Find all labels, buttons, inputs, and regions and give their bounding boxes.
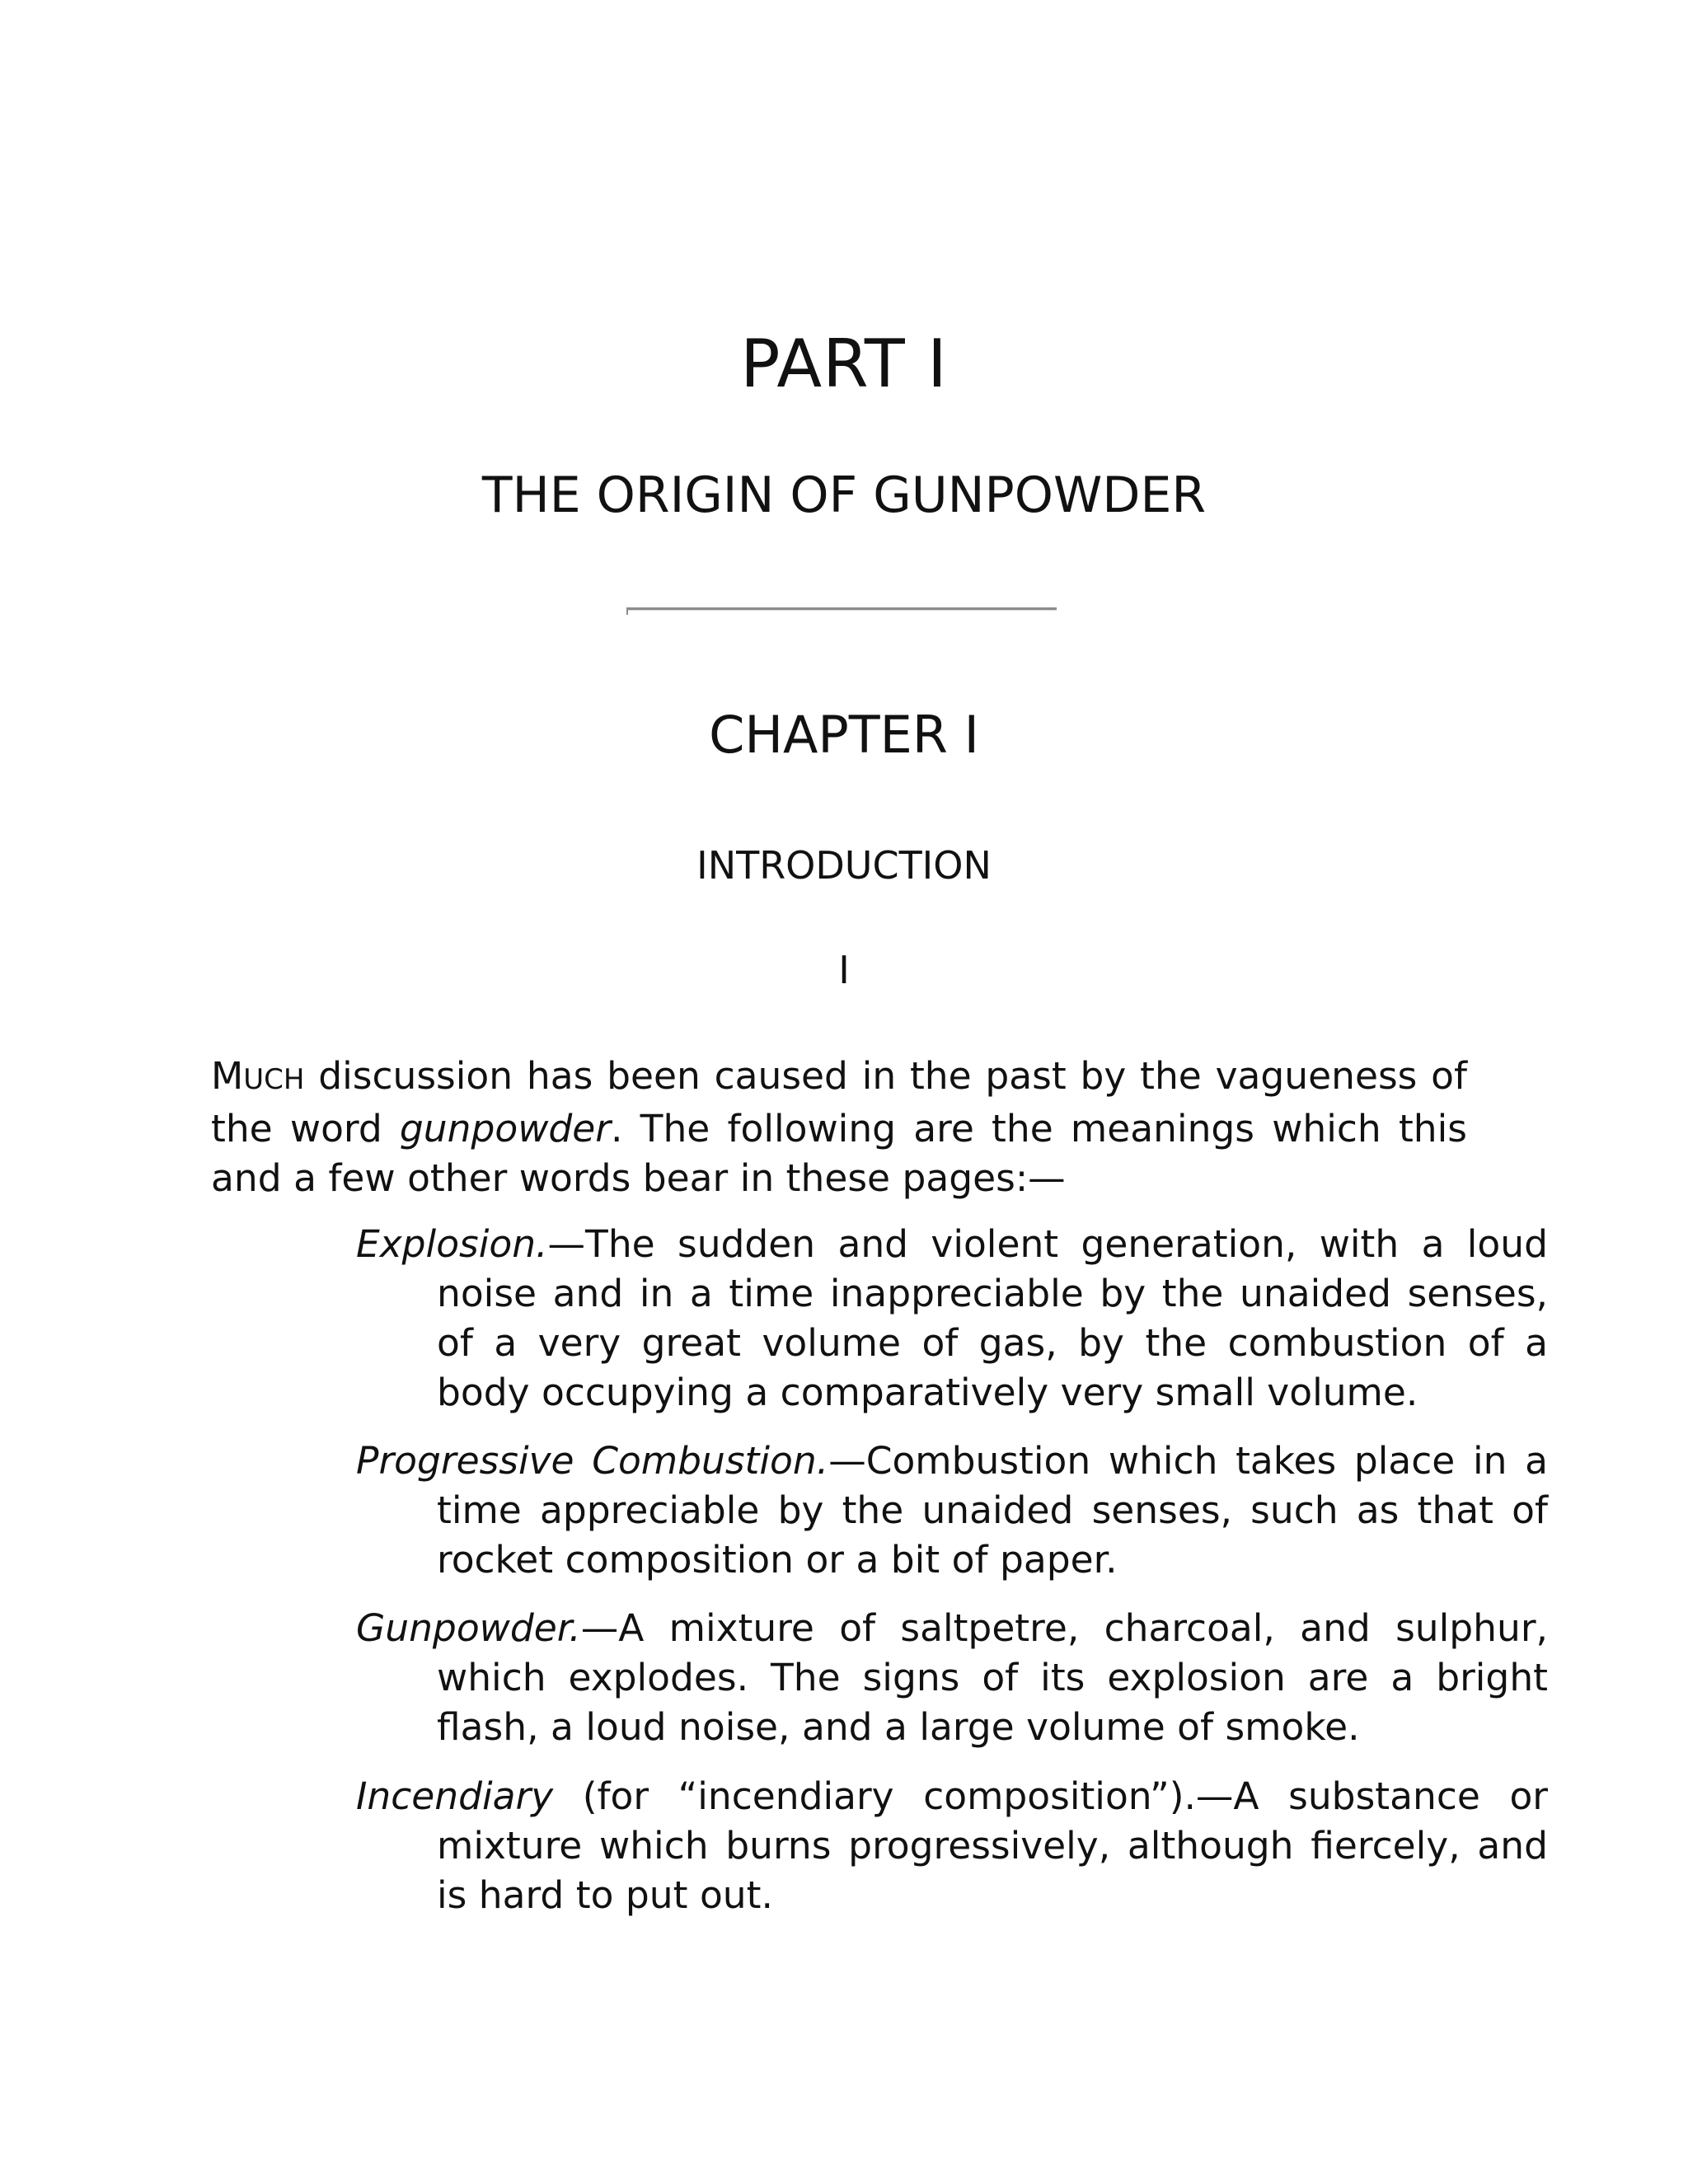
definition-text: —The sudden and violent generation, with a loud noise and in a time inappreciable by the unaided senses, of a very great volume of gas, by the combustion of a body occupying a comparatively very small volume. — [437, 1222, 1548, 1414]
chapter-subtitle: INTRODUCTION — [696, 843, 992, 888]
section-number: I — [838, 948, 850, 992]
intro-text-after-italic: . The following are the meanings which this and a few other words bear in these pages:— — [211, 1107, 1467, 1200]
section-divider — [626, 607, 1057, 611]
definition-text: (for “incendiary composition”).—A substance or mixture which burns progressively, although fiercely, and is hard to put out. — [437, 1774, 1548, 1917]
intro-italic-word: gunpowder — [399, 1107, 611, 1151]
definition-item-incendiary — [356, 1772, 1548, 1920]
intro-text-before-italic: discussion has been caused in the past by the vagueness of the word — [211, 1054, 1467, 1151]
divider-end-mark — [626, 607, 628, 615]
part-subtitle: THE ORIGIN OF GUNPOWDER — [481, 466, 1207, 524]
part-title: PART I — [740, 326, 948, 402]
dropcap-rest-smallcaps: UCH — [243, 1063, 305, 1096]
definition-term: Progressive Combustion. — [356, 1439, 829, 1483]
definition-item-progressive-combustion — [356, 1436, 1548, 1585]
definition-text: —Combustion which takes place in a time appreciable by the unaided senses, such as that of rocket composition or a bit of paper. — [437, 1439, 1548, 1582]
chapter-title: CHAPTER I — [709, 705, 979, 765]
definition-text: —A mixture of saltpetre, charcoal, and sulphur, which explodes. The signs of its explosion are a bright flash, a loud noise, and a large volume of smoke. — [437, 1606, 1548, 1749]
definition-term: Incendiary — [356, 1774, 554, 1818]
definition-item-explosion — [356, 1220, 1548, 1418]
dropcap-first-letter: M — [211, 1054, 244, 1098]
definition-term: Gunpowder. — [356, 1606, 581, 1650]
definition-term: Explosion. — [356, 1222, 548, 1266]
intro-paragraph — [211, 1052, 1467, 1203]
definition-item-gunpowder — [356, 1604, 1548, 1752]
